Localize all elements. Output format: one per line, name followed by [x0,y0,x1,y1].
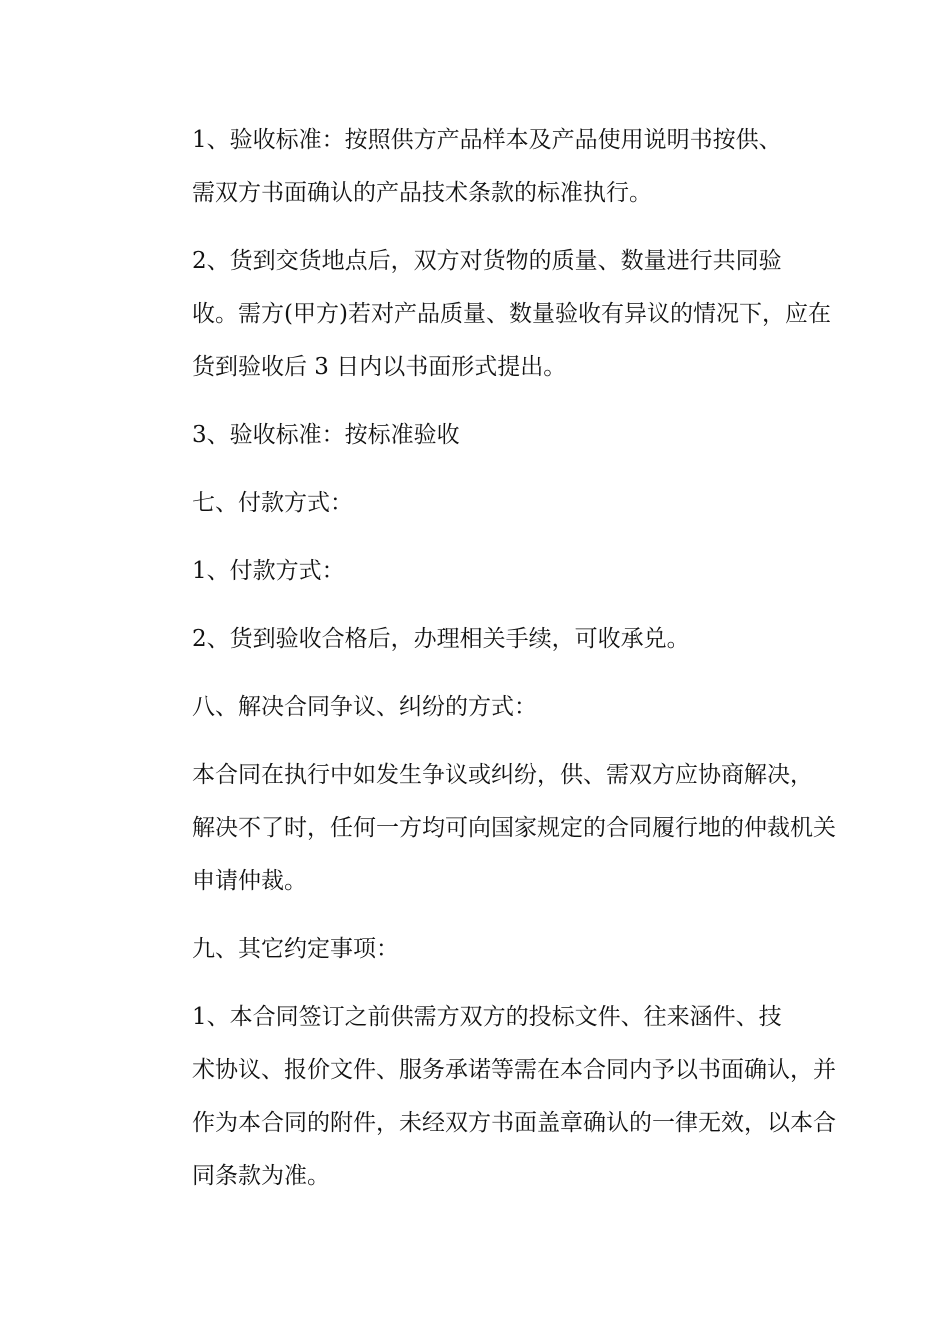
clause-acceptance-standard-1 [146,114,808,220]
text-line: 收。需方(甲方)若对产品质量、数量验收有异议的情况下，应在 [192,301,831,327]
text-line: 同条款为准。 [192,1163,330,1189]
section-heading-dispute [146,681,808,734]
text-line: 解决不了时，任何一方均可向国家规定的合同履行地的仲裁机关 [192,815,836,841]
text-line: 2、货到验收合格后，办理相关手续，可收承兑。 [192,626,690,652]
text-line: 申请仲裁。 [192,868,307,894]
text-line: 1、验收标准：按照供方产品样本及产品使用说明书按供、 [192,127,782,153]
clause-dispute-resolution [146,749,836,908]
text-line: 八、解决合同争议、纠纷的方式： [192,694,537,720]
text-line: 2、货到交货地点后，双方对货物的质量、数量进行共同验 [192,248,782,274]
clause-joint-inspection [146,235,831,394]
clause-payment-method [146,545,808,598]
text-line: 术协议、报价文件、服务承诺等需在本合同内予以书面确认，并 [192,1057,836,1083]
document-body [146,114,836,1218]
section-heading-other [146,923,808,976]
text-line: 七、付款方式： [192,490,353,516]
text-line: 1、付款方式： [192,558,345,584]
text-line: 货到验收后 3 日内以书面形式提出。 [192,354,567,380]
text-line: 九、其它约定事项： [192,936,399,962]
clause-prior-documents [146,991,836,1203]
text-line: 本合同在执行中如发生争议或纠纷，供、需双方应协商解决， [192,762,813,788]
text-line: 1、本合同签订之前供需方双方的投标文件、往来涵件、技 [192,1004,782,1030]
clause-payment-after-acceptance [146,613,808,666]
section-heading-payment [146,477,808,530]
text-line: 作为本合同的附件，未经双方书面盖章确认的一律无效，以本合 [192,1110,836,1136]
clause-acceptance-standard-3 [146,409,808,462]
text-line: 3、验收标准：按标准验收 [192,422,460,448]
text-line: 需双方书面确认的产品技术条款的标准执行。 [192,180,652,206]
